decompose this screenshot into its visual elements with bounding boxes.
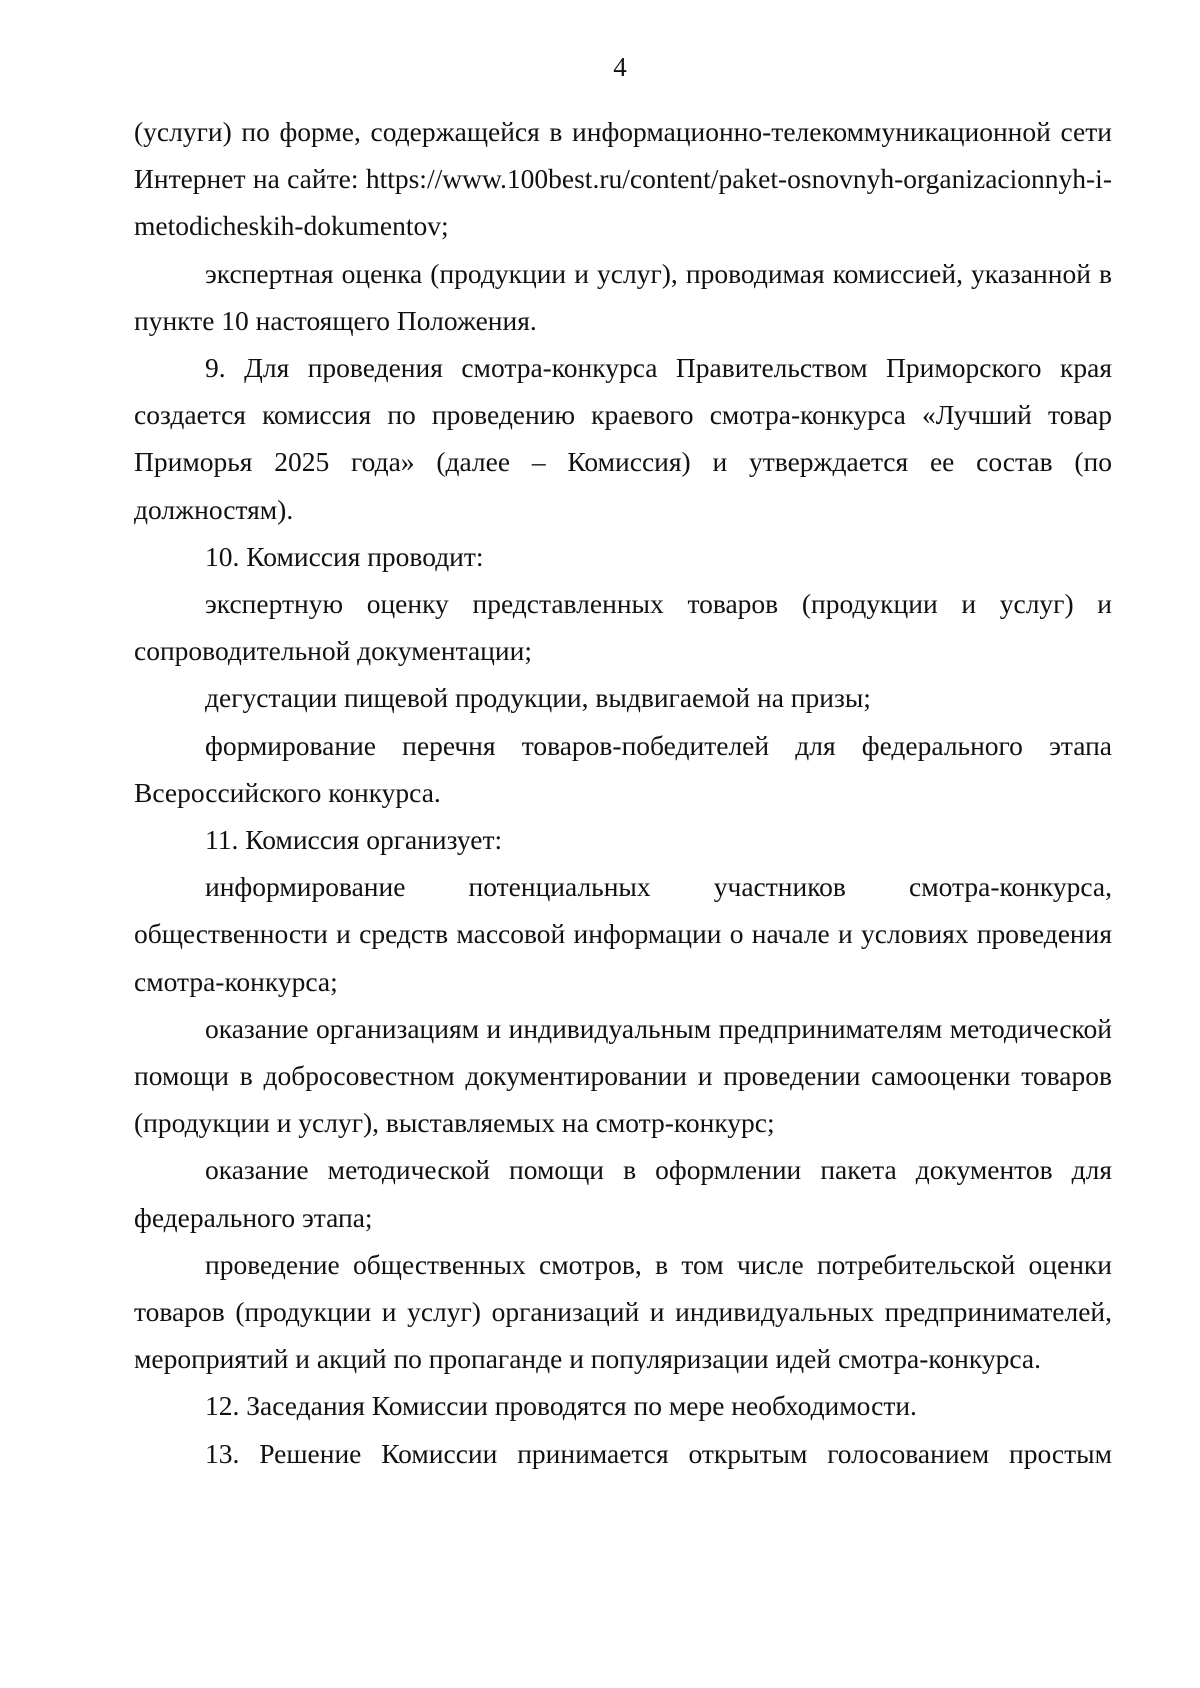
paragraph-item-10-winners-list: формирование перечня товаров-победителей для федерального этапа Всероссийского конкурса. xyxy=(134,729,1112,808)
paragraph-item-10-tasting: дегустации пищевой продукции, выдвигаемой на призы; xyxy=(205,682,871,714)
paragraph-item-12: 12. Заседания Комиссии проводятся по мере необходимости. xyxy=(205,1390,917,1422)
page-number: 4 xyxy=(613,52,627,82)
paragraph-expert-assessment: экспертная оценка (продукции и услуг), проводимая комиссией, указанной в пункте 10 настоящего Положения. xyxy=(134,257,1112,336)
paragraph-item-11-informing: информирование потенциальных участников смотра-конкурса, общественности и средств массовой информации о начале и условиях проведения смотра-конкурса; xyxy=(134,871,1112,997)
paragraph-continuation: (услуги) по форме, содержащейся в информационно-телекоммуникационной сети Интернет на сайте: https://www.100best.ru/content/paket-osnovnyh-organizacionnyh-i-metodicheskih-dokumentov; xyxy=(134,116,1112,242)
paragraph-item-11-public-reviews: проведение общественных смотров, в том числе потребительской оценки товаров (продукции и услуг) организаций и индивидуальных предпринимателей, мероприятий и акций по пропаганде и популяризации идей смотра-конкурса. xyxy=(134,1248,1112,1375)
paragraph-item-10-expertise: экспертную оценку представленных товаров (продукции и услуг) и сопроводительной документации; xyxy=(134,588,1112,667)
paragraph-item-13: 13. Решение Комиссии принимается открытым голосованием простым xyxy=(205,1437,1112,1469)
paragraph-item-11-documents-help: оказание методической помощи в оформлении пакета документов для федерального этапа; xyxy=(134,1154,1112,1233)
paragraph-item-11: 11. Комиссия организует: xyxy=(205,824,503,856)
paragraph-item-11-methodical-help: оказание организациям и индивидуальным предпринимателям методической помощи в добросовестном документировании и проведении самооценки товаров (продукции и услуг), выставляемых на смотр-конкурс; xyxy=(134,1012,1112,1139)
paragraph-item-10: 10. Комиссия проводит: xyxy=(205,540,484,572)
paragraph-item-9: 9. Для проведения смотра-конкурса Правительством Приморского края создается комиссия по проведению краевого смотра-конкурса «Лучший товар Приморья 2025 года» (далее – Комиссия) и утверждается ее состав (по должностям). xyxy=(134,352,1112,525)
document-body xyxy=(134,108,1112,1477)
